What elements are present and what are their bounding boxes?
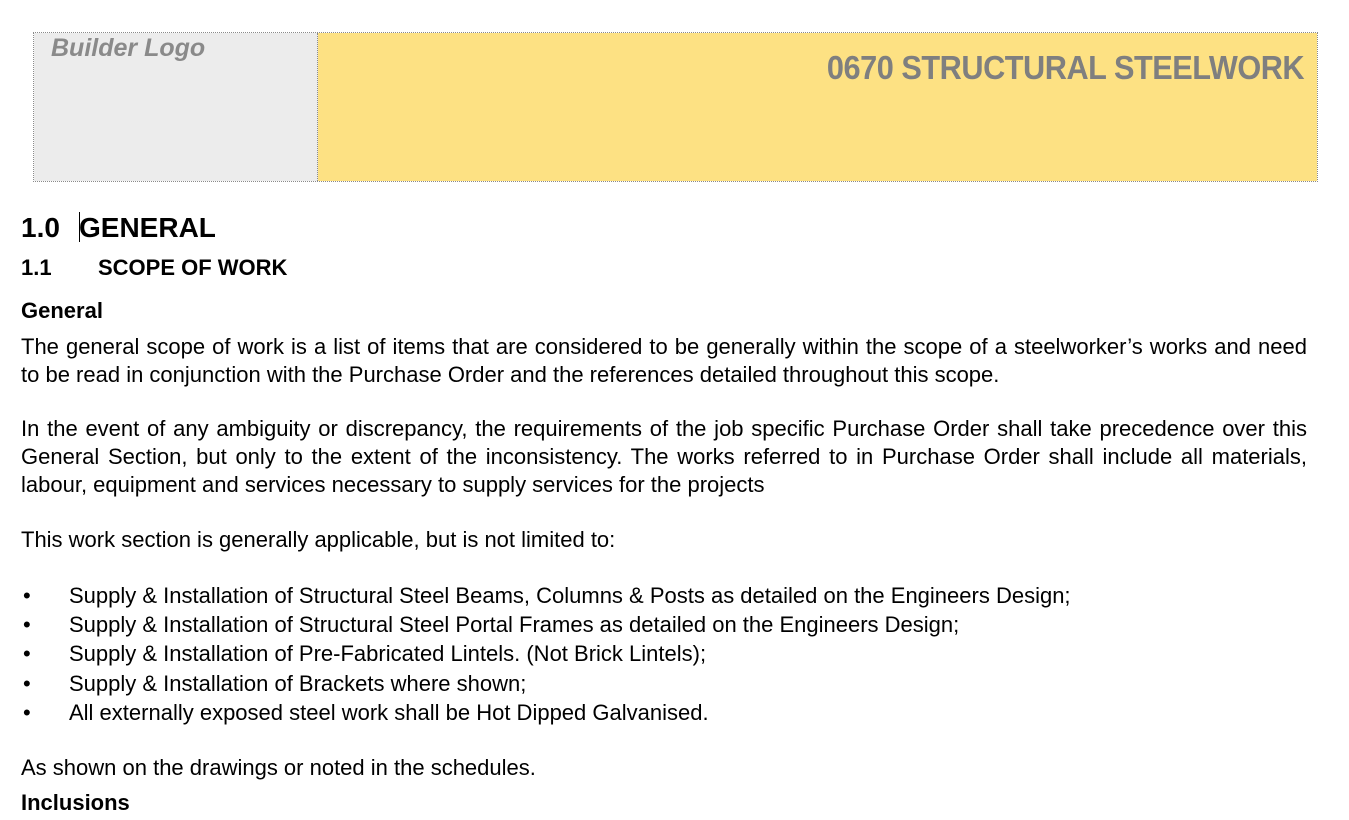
list-item xyxy=(21,610,1071,639)
inclusions-heading: Inclusions xyxy=(21,790,130,815)
paragraph-closing: As shown on the drawings or noted in the schedules. xyxy=(21,755,536,780)
list-item xyxy=(21,581,1071,610)
document-title: 0670 STRUCTURAL STEELWORK xyxy=(826,49,1304,86)
list-item-text: Supply & Installation of Brackets where shown; xyxy=(69,670,527,696)
section-heading xyxy=(21,212,216,244)
list-item xyxy=(21,669,1071,698)
general-heading: General xyxy=(21,298,103,323)
section-number: 1.0 xyxy=(21,212,60,243)
bullet-icon: • xyxy=(23,699,31,725)
list-item-text: All externally exposed steel work shall be Hot Dipped Galvanised. xyxy=(69,699,709,725)
bullet-icon: • xyxy=(23,641,31,667)
bullet-icon: • xyxy=(23,670,31,696)
logo-placeholder xyxy=(34,33,318,181)
list-item xyxy=(21,639,1071,668)
list-item-text: Supply & Installation of Structural Steel Portal Frames as detailed on the Engineers Design; xyxy=(69,612,960,638)
paragraph-ambiguity: In the event of any ambiguity or discrepancy, the requirements of the job specific Purchase Order shall take precedence over this General Section, but only to the extent of the inconsistency. The works referred to in Purchase Order shall include all materials, labour, equipment and services necessary to supply services for the projects xyxy=(21,416,1307,497)
scope-bullet-list xyxy=(21,581,1071,727)
section-title[interactable]: GENERAL xyxy=(79,212,216,243)
list-item xyxy=(21,698,1071,727)
builder-logo-text: Builder Logo xyxy=(51,34,206,62)
subsection-number: 1.1 xyxy=(21,255,52,280)
subsection-title: SCOPE OF WORK xyxy=(98,255,288,280)
list-item-text: Supply & Installation of Pre-Fabricated Lintels. (Not Brick Lintels); xyxy=(69,641,707,667)
paragraph-applicable: This work section is generally applicable, but is not limited to: xyxy=(21,527,616,552)
title-banner xyxy=(318,33,1317,181)
bullet-icon: • xyxy=(23,583,31,608)
bullet-icon: • xyxy=(23,612,31,638)
paragraph-scope: The general scope of work is a list of items that are considered to be generally within the scope of a steelworker’s works and need to be read in conjunction with the Purchase Order and the references detailed throughout this scope. xyxy=(21,334,1307,387)
subsection-heading xyxy=(21,255,287,281)
list-item-text: Supply & Installation of Structural Steel Beams, Columns & Posts as detailed on the Engineers Design; xyxy=(69,583,1071,608)
document-header xyxy=(33,32,1318,182)
